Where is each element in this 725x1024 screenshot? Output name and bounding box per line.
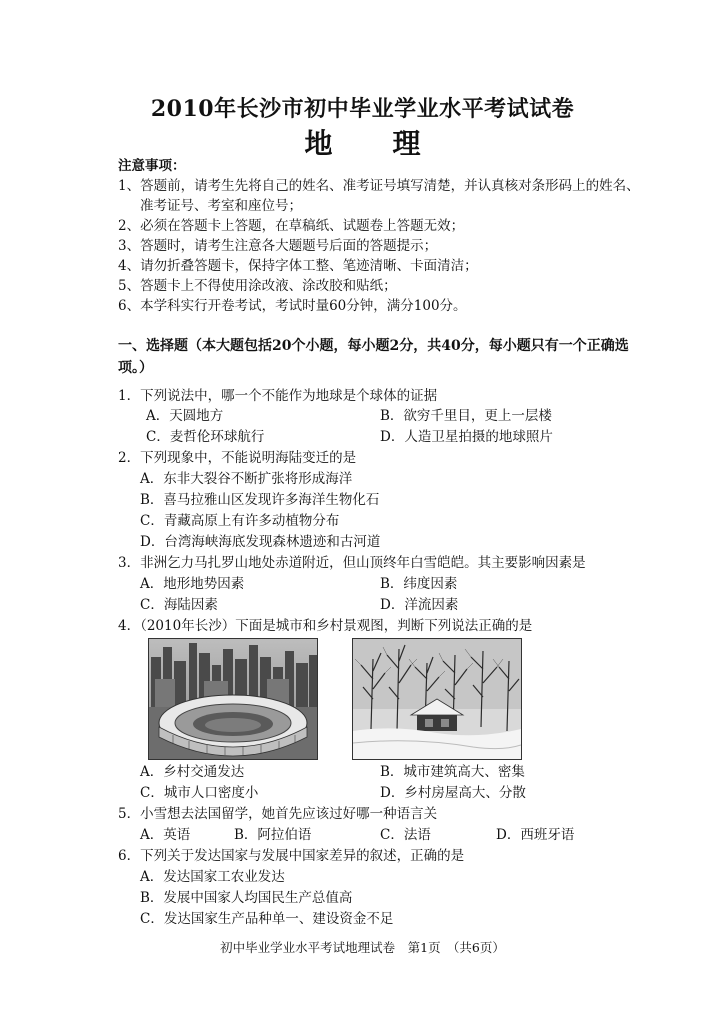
option-a: A．乡村交通发达 xyxy=(140,764,245,780)
option-b: B．发展中国家人均国民生产总值高 xyxy=(140,890,353,906)
city-stadium-illustration xyxy=(149,639,317,759)
option-c: C．城市人口密度小 xyxy=(140,785,259,801)
notice-item: 6、本学科实行开卷考试，考试时量60分钟，满分100分。 xyxy=(118,298,467,314)
option-a: A．发达国家工农业发达 xyxy=(140,869,285,885)
notice-heading: 注意事项： xyxy=(118,158,186,174)
notice-item: 4、请勿折叠答题卡，保持字体工整、笔迹清晰、卡面清洁； xyxy=(118,258,478,274)
question-stem: 4．（2010年长沙）下面是城市和乡村景观图，判断下列说法正确的是 xyxy=(118,618,533,634)
option-d: D．台湾海峡海底发现森林遗迹和古河道 xyxy=(140,534,381,550)
option-b: B．城市建筑高大、密集 xyxy=(380,764,525,780)
section-heading: 一、选择题（本大题包括20个小题，每小题2分，共40分，每小题只有一个正确选 xyxy=(118,338,629,354)
village-landscape-photo xyxy=(352,638,522,760)
option-c: C．发达国家生产品种单一、建设资金不足 xyxy=(140,911,394,927)
option-b: B．阿拉伯语 xyxy=(234,827,312,843)
notice-item: 3、答题时，请考生注意各大题题号后面的答题提示； xyxy=(118,238,438,254)
section-heading-cont: 项。） xyxy=(118,360,153,376)
question-stem: 1．下列说法中，哪一个不能作为地球是个球体的证据 xyxy=(118,388,438,404)
option-d: D．西班牙语 xyxy=(496,827,575,843)
exam-title: 2010年长沙市初中毕业学业水平考试试卷 xyxy=(150,96,575,122)
option-a: A．英语 xyxy=(140,827,191,843)
notice-item: 5、答题卡上不得使用涂改液、涂改胶和贴纸； xyxy=(118,278,397,294)
option-d: D．乡村房屋高大、分散 xyxy=(380,785,526,801)
notice-item: 1、答题前，请考生先将自己的姓名、准考证号填写清楚，并认真核对条形码上的姓名、 xyxy=(118,178,640,194)
notice-item: 2、必须在答题卡上答题，在草稿纸、试题卷上答题无效； xyxy=(118,218,465,234)
question-stem: 5．小雪想去法国留学，她首先应该过好哪一种语言关 xyxy=(118,806,438,822)
option-c: C．法语 xyxy=(380,827,431,843)
option-c: C．麦哲伦环球航行 xyxy=(146,429,265,445)
option-c: C．海陆因素 xyxy=(140,597,218,613)
option-a: A．地形地势因素 xyxy=(140,576,245,592)
option-a: A．天圆地方 xyxy=(146,408,224,424)
subject-title: 地理 xyxy=(304,127,481,160)
question-stem: 6．下列关于发达国家与发展中国家差异的叙述，正确的是 xyxy=(118,848,465,864)
option-b: B．纬度因素 xyxy=(380,576,458,592)
city-landscape-photo xyxy=(148,638,318,760)
option-d: D．人造卫星拍摄的地球照片 xyxy=(380,429,553,445)
question-stem: 2．下列现象中，不能说明海陆变迁的是 xyxy=(118,450,357,466)
page-footer: 初中毕业学业水平考试地理试卷 第1页 （共6页） xyxy=(220,940,505,955)
snowy-village-illustration xyxy=(353,639,521,759)
notice-item: 准考证号、考室和座位号； xyxy=(140,198,302,214)
option-a: A．东非大裂谷不断扩张将形成海洋 xyxy=(140,471,353,487)
option-c: C．青藏高原上有许多动植物分布 xyxy=(140,513,340,529)
question-stem: 3．非洲乞力马扎罗山地处赤道附近，但山顶终年白雪皑皑。其主要影响因素是 xyxy=(118,555,586,571)
option-b: B．欲穷千里目，更上一层楼 xyxy=(380,408,552,424)
option-b: B．喜马拉雅山区发现许多海洋生物化石 xyxy=(140,492,380,508)
option-d: D．洋流因素 xyxy=(380,597,459,613)
